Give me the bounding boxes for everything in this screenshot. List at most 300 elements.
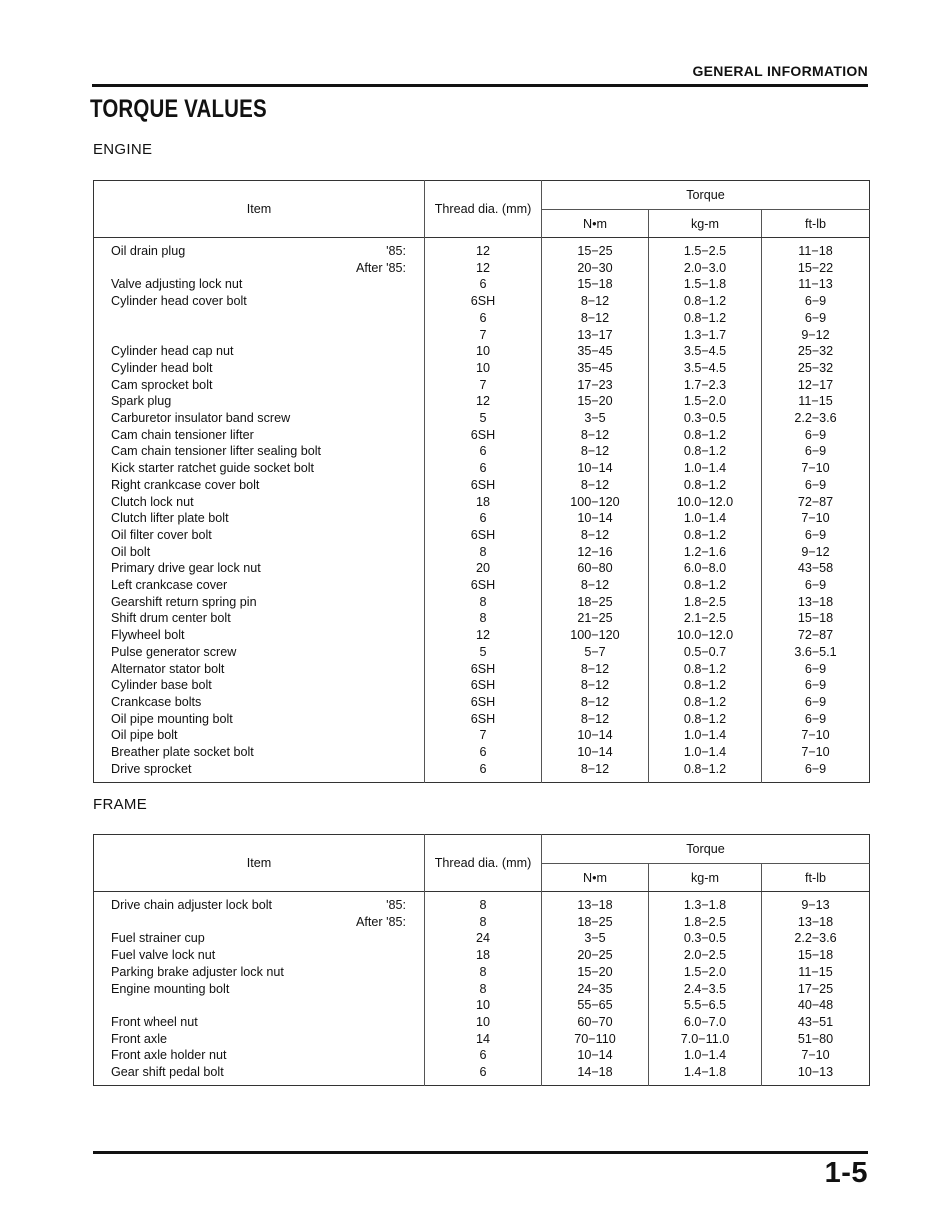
torque-kgm-cell: 0.8−1.2 [649,577,762,594]
item-cell [94,694,425,711]
torque-kgm-cell: 0.3−0.5 [649,930,762,947]
torque-kgm-cell: 1.2−1.6 [649,544,762,561]
page-number: 1-5 [824,1157,868,1189]
torque-kgm-cell: 1.8−2.5 [649,914,762,931]
item-name: Cam chain tensioner lifter [111,427,254,442]
torque-nm-cell: 8−12 [542,293,649,310]
table-row [94,1031,870,1048]
torque-ftlb-cell: 6−9 [804,694,827,709]
table-row [94,260,870,277]
item-name: Front axle [111,1031,167,1046]
torque-ftlb-cell: 10−13 [797,1065,834,1080]
thread-dia-cell: 8 [425,914,542,931]
item-cell [94,594,425,611]
item-cell [94,343,425,360]
item-cell [94,238,425,260]
torque-ftlb-cell: 6−9 [804,761,827,776]
item-name: Cylinder head cover bolt [111,294,247,309]
table-row [94,661,870,678]
torque-ftlb-cell: 6−9 [804,661,827,676]
thread-dia-cell: 8 [425,981,542,998]
torque-ftlb-cell: 11−18 [798,244,833,258]
item-name: Oil drain plug [111,244,186,258]
item-cell [94,427,425,444]
thread-dia-cell: 6 [425,276,542,293]
thread-dia-cell: 10 [425,997,542,1014]
table-row [94,761,870,782]
torque-kgm-cell: 1.3−1.7 [649,327,762,344]
torque-kgm-cell: 1.0−1.4 [649,727,762,744]
table-row [94,527,870,544]
thread-dia-cell: 6 [425,510,542,527]
torque-nm-cell: 8−12 [542,694,649,711]
torque-ftlb-cell: 6−9 [804,477,827,492]
torque-ftlb-cell: 7−10 [801,511,830,526]
torque-nm-cell: 5−7 [542,644,649,661]
item-cell [94,744,425,761]
table-row [94,393,870,410]
torque-kgm-cell: 0.3−0.5 [649,410,762,427]
torque-ftlb-cell: 15−22 [797,260,834,275]
torque-nm-cell: 100−120 [542,627,649,644]
torque-kgm-cell: 1.5−2.5 [649,238,762,260]
torque-nm-cell: 3−5 [542,930,649,947]
thread-dia-cell: 5 [425,644,542,661]
thread-dia-cell: 6SH [425,293,542,310]
torque-ftlb-cell: 25−32 [797,360,834,375]
item-year-note: After '85: [355,260,406,275]
torque-ftlb-cell: 6−9 [804,711,827,726]
item-cell [94,610,425,627]
thread-dia-cell: 8 [425,544,542,561]
torque-kgm-cell: 1.5−2.0 [649,964,762,981]
table-row [94,677,870,694]
item-cell [94,460,425,477]
thread-dia-cell: 8 [425,964,542,981]
item-name: Breather plate socket bolt [111,745,254,760]
item-year-note: '85: [386,898,406,912]
table-row [94,594,870,611]
engine-section-title: ENGINE [93,141,153,158]
torque-nm-cell: 15−20 [542,964,649,981]
item-cell [94,443,425,460]
item-cell [94,494,425,511]
item-cell [94,727,425,744]
torque-nm-cell: 8−12 [542,310,649,327]
item-name: Clutch lifter plate bolt [111,511,229,526]
torque-nm-cell: 10−14 [542,460,649,477]
torque-ftlb-cell: 6−9 [804,527,827,542]
torque-kgm-cell: 1.3−1.8 [649,892,762,914]
item-name: Oil bolt [111,544,151,559]
table-row [94,238,870,260]
item-year-note: '85: [386,244,406,258]
item-cell [94,1014,425,1031]
table-row [94,981,870,998]
table-row [94,1047,870,1064]
table-row [94,293,870,310]
torque-kgm-cell: 2.0−3.0 [649,260,762,277]
table-row [94,377,870,394]
thread-dia-cell: 8 [425,610,542,627]
torque-nm-cell: 10−14 [542,727,649,744]
table-row [94,711,870,728]
item-cell [94,377,425,394]
item-name: Front axle holder nut [111,1048,227,1063]
item-name: Gear shift pedal bolt [111,1065,224,1080]
item-name: Shift drum center bolt [111,611,231,626]
thread-dia-cell: 20 [425,560,542,577]
thread-dia-cell: 10 [425,1014,542,1031]
item-name: Clutch lock nut [111,494,194,509]
torque-column-header: Torque [542,181,870,210]
torque-nm-cell: 35−45 [542,343,649,360]
table-row [94,276,870,293]
table-row [94,964,870,981]
torque-kgm-cell: 0.8−1.2 [649,293,762,310]
item-name: Engine mounting bolt [111,981,230,996]
thread-dia-cell: 8 [425,892,542,914]
thread-dia-cell: 6SH [425,527,542,544]
thread-dia-cell: 10 [425,360,542,377]
table-row [94,427,870,444]
table-row [94,544,870,561]
torque-kgm-cell: 7.0−11.0 [649,1031,762,1048]
torque-ftlb-cell: 15−18 [797,948,834,963]
item-name: Carburetor insulator band screw [111,411,291,426]
torque-kgm-cell: 5.5−6.5 [649,997,762,1014]
torque-nm-cell: 55−65 [542,997,649,1014]
torque-column-header: Torque [542,835,870,864]
item-name: Flywheel bolt [111,628,185,643]
item-cell [94,393,425,410]
torque-nm-cell: 12−16 [542,544,649,561]
item-cell [94,276,425,293]
thread-dia-cell: 12 [425,627,542,644]
item-name: Left crankcase cover [111,578,228,593]
torque-kgm-cell: 3.5−4.5 [649,343,762,360]
torque-kgm-cell: 1.0−1.4 [649,510,762,527]
torque-ftlb-cell: 2.2−3.6 [794,931,837,946]
table-row [94,477,870,494]
item-name: Crankcase bolts [111,694,202,709]
torque-nm-cell: 8−12 [542,527,649,544]
torque-nm-cell: 10−14 [542,510,649,527]
torque-nm-cell: 14−18 [542,1064,649,1085]
table-row [94,1064,870,1085]
torque-kgm-cell: 0.8−1.2 [649,761,762,782]
thread-dia-cell: 6 [425,443,542,460]
item-name: Drive chain adjuster lock bolt [111,898,272,912]
thread-dia-cell: 12 [425,393,542,410]
torque-ftlb-cell: 72−87 [797,494,834,509]
torque-nm-cell: 8−12 [542,577,649,594]
item-cell [94,1047,425,1064]
thread-dia-cell: 14 [425,1031,542,1048]
torque-kgm-cell: 1.0−1.4 [649,744,762,761]
torque-ftlb-cell: 51−80 [797,1031,834,1046]
torque-ftlb-cell: 7−10 [801,745,830,760]
torque-kgm-cell: 1.5−2.0 [649,393,762,410]
thread-dia-cell: 6SH [425,577,542,594]
torque-kgm-cell: 1.0−1.4 [649,1047,762,1064]
torque-kgm-cell: 1.0−1.4 [649,460,762,477]
torque-kgm-cell: 1.8−2.5 [649,594,762,611]
item-cell [94,327,425,344]
table-row [94,610,870,627]
torque-kgm-cell: 6.0−8.0 [649,560,762,577]
table-row [94,494,870,511]
frame-torque-table [93,834,870,1086]
page-title: TORQUE VALUES [90,95,267,123]
table-row [94,343,870,360]
item-name: Valve adjusting lock nut [111,277,243,292]
torque-kgm-cell: 2.1−2.5 [649,610,762,627]
item-name: Parking brake adjuster lock nut [111,964,284,979]
thread-dia-cell: 6 [425,460,542,477]
torque-kgm-cell: 10.0−12.0 [649,627,762,644]
torque-kgm-cell: 0.8−1.2 [649,477,762,494]
item-cell [94,477,425,494]
item-name: Right crankcase cover bolt [111,477,260,492]
item-name: Pulse generator screw [111,644,237,659]
torque-nm-cell: 18−25 [542,914,649,931]
thread-column-header: Thread dia. (mm) [425,835,542,892]
table-row [94,644,870,661]
torque-kgm-cell: 0.8−1.2 [649,677,762,694]
table-row [94,410,870,427]
engine-table-body [94,238,870,783]
thread-dia-cell: 7 [425,327,542,344]
torque-kgm-cell: 2.0−2.5 [649,947,762,964]
table-row [94,914,870,931]
item-name: Oil pipe mounting bolt [111,711,233,726]
item-name: Kick starter ratchet guide socket bolt [111,461,314,476]
item-name: Cylinder head bolt [111,360,213,375]
torque-kgm-cell: 0.8−1.2 [649,443,762,460]
nm-column-header: N•m [542,864,649,892]
section-header: GENERAL INFORMATION [692,63,868,79]
torque-ftlb-cell: 17−25 [797,981,834,996]
torque-ftlb-cell: 11−13 [798,277,833,292]
torque-kgm-cell: 1.4−1.8 [649,1064,762,1085]
torque-ftlb-cell: 6−9 [804,294,827,309]
torque-nm-cell: 3−5 [542,410,649,427]
item-cell [94,260,425,277]
torque-ftlb-cell: 6−9 [804,678,827,693]
thread-dia-cell: 5 [425,410,542,427]
torque-ftlb-cell: 11−15 [798,394,833,409]
torque-kgm-cell: 10.0−12.0 [649,494,762,511]
thread-dia-cell: 18 [425,947,542,964]
item-cell [94,677,425,694]
table-row [94,727,870,744]
torque-ftlb-cell: 6−9 [804,578,827,593]
torque-nm-cell: 100−120 [542,494,649,511]
table-row [94,997,870,1014]
item-cell [94,560,425,577]
thread-dia-cell: 6 [425,1064,542,1085]
torque-nm-cell: 8−12 [542,661,649,678]
torque-nm-cell: 8−12 [542,761,649,782]
thread-dia-cell: 7 [425,377,542,394]
torque-nm-cell: 13−17 [542,327,649,344]
thread-dia-cell: 6SH [425,661,542,678]
torque-kgm-cell: 1.5−1.8 [649,276,762,293]
item-cell [94,544,425,561]
torque-ftlb-cell: 9−13 [801,898,830,912]
ftlb-column-header: ft-lb [762,864,870,892]
item-cell [94,360,425,377]
torque-ftlb-cell: 40−48 [797,998,834,1013]
item-name: Drive sprocket [111,761,192,776]
thread-dia-cell: 12 [425,260,542,277]
table-row [94,310,870,327]
kgm-column-header: kg-m [649,864,762,892]
item-cell [94,964,425,981]
torque-nm-cell: 8−12 [542,677,649,694]
torque-ftlb-cell: 13−18 [797,594,834,609]
torque-ftlb-cell: 7−10 [801,461,830,476]
torque-kgm-cell: 0.8−1.2 [649,527,762,544]
thread-dia-cell: 6SH [425,711,542,728]
table-row [94,443,870,460]
torque-nm-cell: 20−30 [542,260,649,277]
torque-kgm-cell: 0.8−1.2 [649,661,762,678]
item-cell [94,310,425,327]
thread-dia-cell: 6 [425,310,542,327]
torque-nm-cell: 60−80 [542,560,649,577]
item-name: Primary drive gear lock nut [111,561,261,576]
item-name: Oil pipe bolt [111,728,178,743]
torque-ftlb-cell: 6−9 [804,427,827,442]
engine-torque-table [93,180,870,783]
torque-ftlb-cell: 43−51 [797,1014,834,1029]
table-row [94,460,870,477]
table-row [94,744,870,761]
item-cell [94,981,425,998]
item-name: Spark plug [111,394,172,409]
item-cell [94,914,425,931]
item-cell [94,527,425,544]
torque-nm-cell: 21−25 [542,610,649,627]
torque-nm-cell: 8−12 [542,711,649,728]
header-rule [92,84,868,87]
table-row [94,360,870,377]
torque-nm-cell: 70−110 [542,1031,649,1048]
torque-nm-cell: 10−14 [542,744,649,761]
item-cell [94,930,425,947]
torque-nm-cell: 35−45 [542,360,649,377]
torque-nm-cell: 8−12 [542,443,649,460]
item-cell [94,661,425,678]
nm-column-header: N•m [542,210,649,238]
thread-dia-cell: 6SH [425,427,542,444]
torque-nm-cell: 18−25 [542,594,649,611]
torque-nm-cell: 13−18 [542,892,649,914]
torque-nm-cell: 8−12 [542,477,649,494]
table-row [94,1014,870,1031]
torque-nm-cell: 24−35 [542,981,649,998]
torque-ftlb-cell: 3.6−5.1 [794,644,837,659]
torque-ftlb-cell: 43−58 [797,561,834,576]
torque-ftlb-cell: 12−17 [797,377,834,392]
table-row [94,627,870,644]
torque-nm-cell: 20−25 [542,947,649,964]
table-row [94,930,870,947]
torque-kgm-cell: 0.5−0.7 [649,644,762,661]
table-row [94,510,870,527]
item-name: Cam chain tensioner lifter sealing bolt [111,444,322,459]
table-row [94,947,870,964]
table-row [94,327,870,344]
thread-dia-cell: 6 [425,1047,542,1064]
thread-dia-cell: 24 [425,930,542,947]
item-name: Fuel valve lock nut [111,948,216,963]
frame-table-body [94,892,870,1086]
thread-dia-cell: 6SH [425,677,542,694]
torque-ftlb-cell: 9−12 [801,544,830,559]
torque-ftlb-cell: 2.2−3.6 [794,411,837,426]
torque-kgm-cell: 0.8−1.2 [649,711,762,728]
thread-dia-cell: 7 [425,727,542,744]
item-cell [94,947,425,964]
thread-dia-cell: 18 [425,494,542,511]
item-name: Alternator stator bolt [111,661,225,676]
item-column-header: Item [94,835,425,892]
item-cell [94,1064,425,1085]
torque-ftlb-cell: 7−10 [801,1048,830,1063]
torque-kgm-cell: 0.8−1.2 [649,310,762,327]
item-cell [94,761,425,782]
torque-kgm-cell: 6.0−7.0 [649,1014,762,1031]
thread-dia-cell: 10 [425,343,542,360]
torque-nm-cell: 60−70 [542,1014,649,1031]
item-name: Oil filter cover bolt [111,527,212,542]
item-cell [94,1031,425,1048]
thread-dia-cell: 6SH [425,477,542,494]
torque-nm-cell: 8−12 [542,427,649,444]
thread-dia-cell: 6 [425,761,542,782]
item-cell [94,510,425,527]
item-year-note: After '85: [355,914,406,929]
torque-ftlb-cell: 6−9 [804,310,827,325]
torque-ftlb-cell: 25−32 [797,344,834,359]
torque-nm-cell: 15−18 [542,276,649,293]
torque-ftlb-cell: 15−18 [797,611,834,626]
torque-kgm-cell: 2.4−3.5 [649,981,762,998]
item-cell [94,577,425,594]
footer-rule [93,1151,868,1154]
item-name: Cylinder head cap nut [111,344,234,359]
item-name: Cylinder base bolt [111,678,212,693]
table-row [94,577,870,594]
item-cell [94,627,425,644]
table-row [94,560,870,577]
torque-ftlb-cell: 13−18 [797,914,834,929]
thread-dia-cell: 12 [425,238,542,260]
torque-kgm-cell: 0.8−1.2 [649,427,762,444]
item-cell [94,644,425,661]
torque-ftlb-cell: 11−15 [798,964,833,979]
thread-dia-cell: 6 [425,744,542,761]
item-name: Gearshift return spring pin [111,594,257,609]
item-column-header: Item [94,181,425,238]
item-cell [94,410,425,427]
item-name: Front wheel nut [111,1014,198,1029]
torque-nm-cell: 15−25 [542,238,649,260]
ftlb-column-header: ft-lb [762,210,870,238]
